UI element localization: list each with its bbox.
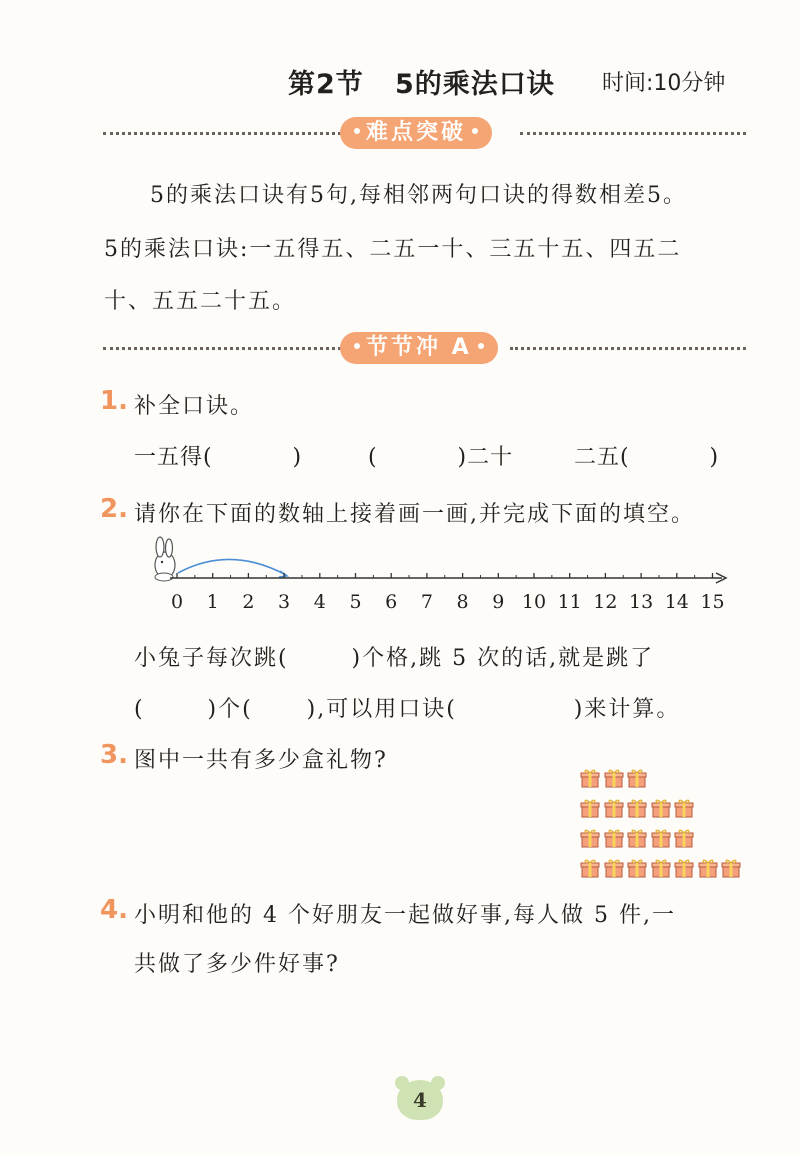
- gift-box-icon: [627, 858, 647, 878]
- axis-tick-label: 9: [492, 591, 505, 613]
- section-label-practice: 节节冲 A: [340, 332, 498, 364]
- summary-line-3: 十、五五二十五。: [104, 289, 297, 314]
- blank-1-yi-wu[interactable]: 一五得( ): [134, 445, 303, 470]
- number-line[interactable]: [140, 535, 750, 620]
- question-1-text: 补全口诀。: [134, 394, 255, 419]
- gift-box-icon: [604, 858, 624, 878]
- gift-box-icon: [580, 768, 600, 788]
- section-label-difficulty: 难点突破: [340, 117, 492, 149]
- axis-tick-label: 10: [521, 591, 547, 613]
- axis-tick-label: 14: [664, 591, 689, 613]
- jump-arrow: [178, 559, 286, 575]
- question-3-text: 图中一共有多少盒礼物?: [134, 748, 388, 773]
- axis-tick-label: 6: [385, 591, 398, 613]
- axis-tick-label: 8: [456, 591, 469, 613]
- gift-box-icon: [604, 768, 624, 788]
- gift-box-icon: [674, 828, 694, 848]
- axis-tick-label: 12: [593, 591, 618, 613]
- question-number-1: 1.: [100, 386, 128, 416]
- gift-box-icon: [580, 828, 600, 848]
- divider-left: [103, 132, 341, 135]
- question-4-line-2: 共做了多少件好事?: [134, 952, 340, 977]
- divider-right: [520, 132, 746, 135]
- gift-box-icon: [627, 768, 647, 788]
- axis-tick-label: 2: [242, 591, 255, 613]
- rabbit-icon: [155, 537, 175, 581]
- axis-tick-label: 4: [313, 591, 326, 613]
- divider-right: [510, 347, 746, 350]
- axis-tick-label: 1: [206, 591, 219, 613]
- axis-tick-label: 5: [349, 591, 362, 613]
- axis-tick-label: 15: [700, 591, 725, 613]
- blank-1-er-wu[interactable]: 二五( ): [574, 445, 720, 470]
- gift-box-icon: [674, 798, 694, 818]
- time-limit: 时间:10分钟: [602, 71, 726, 96]
- axis-tick-label: 7: [420, 591, 433, 613]
- gift-box-icon: [627, 828, 647, 848]
- gift-box-icon: [721, 858, 741, 878]
- summary-line-1: 5的乘法口诀有5句,每相邻两句口诀的得数相差5。: [150, 183, 687, 208]
- axis-tick-label: 11: [557, 591, 582, 613]
- gift-box-icon: [651, 798, 671, 818]
- pill-dot-icon: [472, 128, 478, 134]
- pill-dot-icon: [354, 343, 360, 349]
- gift-box-icon: [580, 858, 600, 878]
- pill-dot-icon: [478, 343, 484, 349]
- summary-line-2: 5的乘法口诀:一五得五、二五一十、三五十五、四五二: [104, 237, 682, 262]
- question-2-line-2[interactable]: ( )个( ),可以用口诀( )来计算。: [134, 697, 681, 722]
- axis-tick-label: 13: [629, 591, 654, 613]
- gift-box-grid: [580, 768, 750, 888]
- question-number-4: 4.: [100, 895, 128, 925]
- pill-dot-icon: [354, 128, 360, 134]
- divider-left: [103, 347, 341, 350]
- question-number-3: 3.: [100, 740, 128, 770]
- page-number: 4: [397, 1080, 443, 1120]
- question-number-2: 2.: [100, 494, 128, 524]
- gift-box-icon: [651, 828, 671, 848]
- axis-tick-label: 3: [278, 591, 291, 613]
- lesson-title: 第2节 5的乘法口诀: [288, 69, 555, 100]
- gift-box-icon: [651, 858, 671, 878]
- axis-tick-label: 0: [170, 591, 184, 613]
- question-4-line-1: 小明和他的 4 个好朋友一起做好事,每人做 5 件,一: [134, 903, 676, 928]
- question-2-text: 请你在下面的数轴上接着画一画,并完成下面的填空。: [134, 502, 695, 527]
- question-2-line-1[interactable]: 小兔子每次跳( )个格,跳 5 次的话,就是跳了: [134, 646, 655, 671]
- gift-box-icon: [580, 798, 600, 818]
- gift-box-icon: [604, 798, 624, 818]
- blank-1-er-shi[interactable]: ( )二十: [368, 445, 514, 470]
- gift-box-icon: [627, 798, 647, 818]
- gift-box-icon: [698, 858, 718, 878]
- gift-box-icon: [604, 828, 624, 848]
- gift-box-icon: [674, 858, 694, 878]
